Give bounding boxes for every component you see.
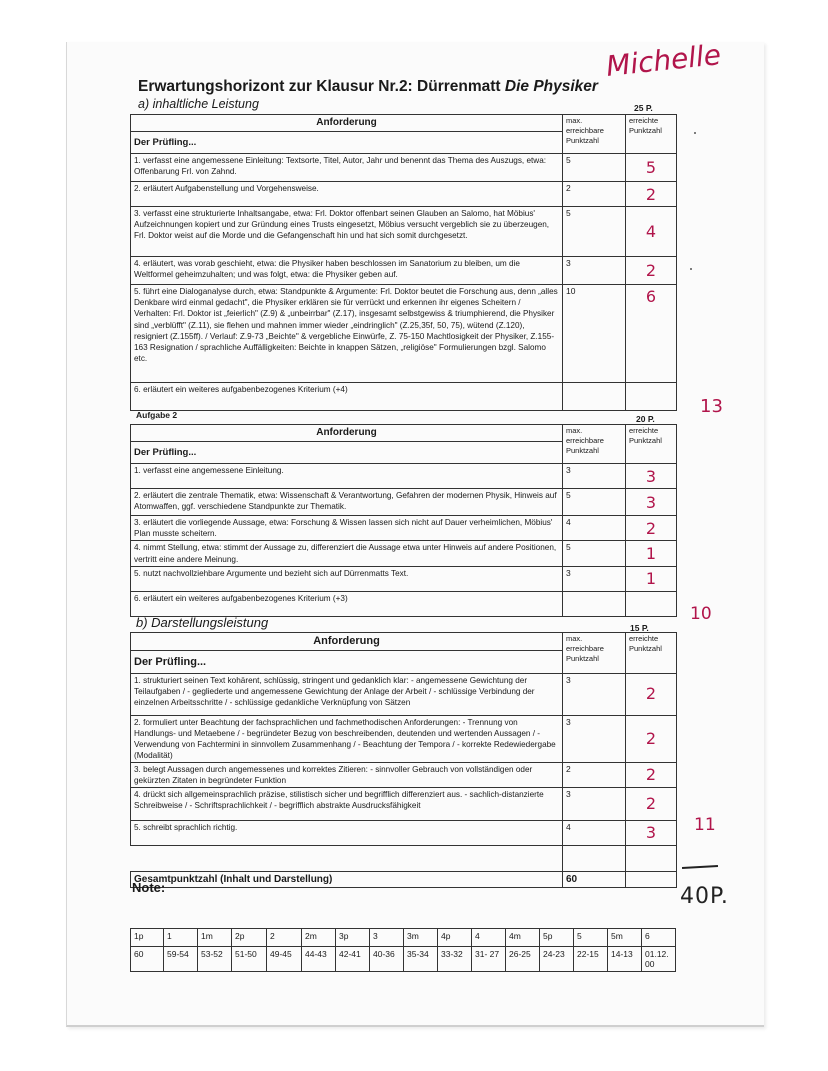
- achieved-points: 3: [626, 464, 677, 489]
- subtotal-task2: 10: [690, 604, 712, 624]
- max-points: 4: [563, 821, 626, 846]
- table-row: [131, 566, 677, 591]
- grade-cell: 1: [164, 929, 198, 947]
- range-cell: 22-15: [574, 947, 608, 972]
- page-title: [138, 78, 598, 96]
- grade-cell: 4: [472, 929, 506, 947]
- grade-cell: 3m: [404, 929, 438, 947]
- achieved-points: 3: [626, 489, 677, 516]
- col-erreicht: erreichte Punktzahl: [626, 425, 677, 464]
- section-b-label: b) Darstellungsleistung: [136, 615, 269, 630]
- criterion-text: 5. nutzt nachvollziehbare Argumente und bezieht sich auf Dürrenmatts Text.: [131, 566, 563, 591]
- grade-cell: 2p: [232, 929, 267, 947]
- range-cell: 51-50: [232, 947, 267, 972]
- achieved-points: 2: [626, 788, 677, 821]
- task2-label: Aufgabe 2: [136, 410, 178, 420]
- grade-cell: 6: [642, 929, 676, 947]
- range-cell: 14-13: [608, 947, 642, 972]
- col-pruefling: Der Prüfling...: [134, 136, 197, 148]
- achieved-points: 2: [626, 715, 677, 762]
- criterion-text: 1. verfasst eine angemessene Einleitung.: [131, 464, 563, 489]
- col-anforderung: Anforderung: [131, 633, 562, 651]
- max-points: 4: [563, 516, 626, 541]
- handwritten-total: 40P.: [680, 884, 729, 909]
- max-points: 3: [563, 566, 626, 591]
- achieved-points: 5: [626, 154, 677, 182]
- grade-row: [131, 929, 676, 947]
- max-points: 10: [563, 285, 626, 383]
- achieved-points: 2: [626, 762, 677, 787]
- criterion-text: 4. drückt sich allgemeinsprachlich präzise, stilistisch sicher und begrifflich differenziert aus. - sachlich-distanzierte Schreibweise / - Schriftsprachlichkeit / - begrifflich abstrakte Ausdrucksfähigkeit: [131, 788, 563, 821]
- grade-cell: 1m: [198, 929, 232, 947]
- task1-header: [131, 115, 677, 154]
- range-row: [131, 947, 676, 972]
- criterion-text: 4. erläutert, was vorab geschieht, etwa: die Physiker haben beschlossen im Sanatorium zu bleiben, um die Weltformel geheimzuhalten; und was folgt, etwa: die Physiker geben auf.: [131, 257, 563, 285]
- max-points: 5: [563, 541, 626, 566]
- section-b-table: [130, 632, 677, 888]
- criterion-text: 6. erläutert ein weiteres aufgabenbezogenes Kriterium (+4): [131, 383, 563, 411]
- col-erreicht: erreichte Punktzahl: [626, 115, 677, 154]
- col-erreicht: erreichte Punktzahl: [626, 633, 677, 674]
- range-cell: 33-32: [438, 947, 472, 972]
- criterion-text: 5. führt eine Dialoganalyse durch, etwa: Standpunkte & Argumente: Frl. Doktor beutet die Forschung aus, denn „alles Denkbare wird einmal gedacht", die Physiker erklären sie für verrückt und erkennen ihr eigenes Scheitern / Verhalten: Frl. Doktor ist „feierlich" (Z.9) & „unbeirrbar" (Z.17), insgesamt selbstgewiss & triumphierend, die Physiker sind „verblüfft" (Z.11), sie flehen und mahnen immer wieder „eindringlich" (Z.25,35f, 50, 75), wütend (Z.120), resigniert (Z.155ff). / Verlauf: Z.9-73 „Beichte" & vergebliche Einwürfe, Z. 75-150 Machtlosigkeit der Physiker, Z.155-163 Resignation / sprachliche Auffälligkeiten: Beichte in knappen Sätzen, „religiöse" Formulierungen bzgl. Salomo etc.: [131, 285, 563, 383]
- col-anforderung: Anforderung: [131, 425, 562, 442]
- grade-cell: 3p: [336, 929, 370, 947]
- achieved-points: 2: [626, 182, 677, 207]
- achieved-points: 4: [626, 207, 677, 257]
- table-row: [131, 845, 677, 871]
- grade-cell: 1p: [131, 929, 164, 947]
- range-cell: 60: [131, 947, 164, 972]
- criterion-text: 1. verfasst eine angemessene Einleitung: Textsorte, Titel, Autor, Jahr und benennt das Thema des Auszugs, etwa: Offenbarung Frl. von Zahnd.: [131, 154, 563, 182]
- grade-cell: 3: [370, 929, 404, 947]
- total-max: 60: [563, 871, 626, 888]
- grade-cell: 5: [574, 929, 608, 947]
- margin-dot: [694, 132, 696, 134]
- max-points: 5: [563, 207, 626, 257]
- table-row: [131, 788, 677, 821]
- total-label: Gesamtpunktzahl (Inhalt und Darstellung): [131, 871, 563, 888]
- range-cell: 40-36: [370, 947, 404, 972]
- note-label: Note:: [132, 880, 166, 895]
- student-name: Michelle: [604, 38, 723, 83]
- table-row: [131, 489, 677, 516]
- criterion-text: 3. erläutert die vorliegende Aussage, etwa: Forschung & Wissen lassen sich nicht auf Dauer verheimlichen, Möbius' Plan musste scheitern.: [131, 516, 563, 541]
- table-row: [131, 182, 677, 207]
- max-points: 3: [563, 257, 626, 285]
- max-points: 3: [563, 715, 626, 762]
- task2-header: [131, 425, 677, 464]
- task2-points: 20 P.: [636, 414, 655, 424]
- grade-cell: 2m: [302, 929, 336, 947]
- col-max: max. erreichbare Punktzahl: [563, 633, 626, 674]
- criterion-text: 4. nimmt Stellung, etwa: stimmt der Aussage zu, differenziert die Aussage etwa unter Hinweis auf andere Positionen, vertritt eine andere Meinung.: [131, 541, 563, 566]
- range-cell: 49-45: [267, 947, 302, 972]
- range-cell: 31- 27: [472, 947, 506, 972]
- range-cell: 01.12. 00: [642, 947, 676, 972]
- achieved-points: 1: [626, 566, 677, 591]
- criterion-text: 3. belegt Aussagen durch angemessenes und korrektes Zitieren: - sinnvoller Gebrauch von vollständigen oder gekürzten Zitaten in begründeter Funktion: [131, 762, 563, 787]
- max-points: [563, 383, 626, 411]
- table-row: [131, 154, 677, 182]
- section-b-header: [131, 633, 677, 674]
- achieved-points: 2: [626, 257, 677, 285]
- achieved-points: 3: [626, 821, 677, 846]
- max-points: 5: [563, 154, 626, 182]
- table-row: [131, 257, 677, 285]
- range-cell: 26-25: [506, 947, 540, 972]
- table-row: [131, 383, 677, 411]
- title-prefix: Erwartungshorizont zur Klausur Nr.2: Dürrenmatt: [138, 78, 505, 95]
- max-points: 5: [563, 489, 626, 516]
- max-points: 2: [563, 182, 626, 207]
- title-work: Die Physiker: [504, 78, 598, 95]
- table-row: [131, 207, 677, 257]
- criterion-text: 6. erläutert ein weiteres aufgabenbezogenes Kriterium (+3): [131, 591, 563, 616]
- table-row: [131, 541, 677, 566]
- total-row: [131, 871, 677, 888]
- section-a-label: a) inhaltliche Leistung: [138, 97, 259, 111]
- max-points: 3: [563, 673, 626, 715]
- range-cell: 53-52: [198, 947, 232, 972]
- criterion-text: 2. formuliert unter Beachtung der fachsprachlichen und fachmethodischen Anforderungen: - Trennung von Handlungs- und Metaebene / - begründeter Bezug von beschreibenden, deutenden und wertenden Aussagen / - Verwendung von Fachtermini in sinnvollem Zusammenhang / - Beachtung der Tempora / - korrekte Redewiedergabe (Modalität): [131, 715, 563, 762]
- achieved-points: 2: [626, 673, 677, 715]
- range-cell: 42-41: [336, 947, 370, 972]
- task2-table: [130, 424, 677, 617]
- criterion-text: 3. verfasst eine strukturierte Inhaltsangabe, etwa: Frl. Doktor offenbart seinen Glauben an Salomo, hat Möbius' Aufzeichnungen kopiert und zur Gründung eines Trusts eingesetzt, Möbius versucht vergeblich sie zu überzeugen, Frl. Doktor weist auf die Morde und die Gefangenschaft hin und hat sich somit durchgesetzt.: [131, 207, 563, 257]
- achieved-points: 6: [626, 285, 677, 383]
- max-points: [563, 591, 626, 616]
- grade-table: [130, 928, 676, 972]
- section-b-points: 15 P.: [630, 623, 649, 633]
- task1-table: [130, 114, 677, 411]
- table-row: [131, 715, 677, 762]
- col-anforderung: Anforderung: [131, 115, 562, 132]
- achieved-points: 2: [626, 516, 677, 541]
- grade-cell: 4p: [438, 929, 472, 947]
- achieved-points: [626, 383, 677, 411]
- grade-cell: 4m: [506, 929, 540, 947]
- range-cell: 59-54: [164, 947, 198, 972]
- subtotal-section-b: 11: [694, 815, 716, 835]
- section-a-points: 25 P.: [634, 103, 653, 113]
- table-row: [131, 516, 677, 541]
- max-points: 3: [563, 788, 626, 821]
- table-row: [131, 591, 677, 616]
- subtotal-task1: 13: [700, 396, 723, 417]
- grade-cell: 5m: [608, 929, 642, 947]
- range-cell: 24-23: [540, 947, 574, 972]
- table-row: [131, 673, 677, 715]
- table-row: [131, 821, 677, 846]
- max-points: 3: [563, 464, 626, 489]
- range-cell: 44-43: [302, 947, 336, 972]
- max-points: 2: [563, 762, 626, 787]
- range-cell: 35-34: [404, 947, 438, 972]
- col-max: max. erreichbare Punktzahl: [563, 115, 626, 154]
- col-max: max. erreichbare Punktzahl: [563, 425, 626, 464]
- table-row: [131, 762, 677, 787]
- grade-cell: 2: [267, 929, 302, 947]
- achieved-points: 1: [626, 541, 677, 566]
- margin-dot: [690, 268, 692, 270]
- col-pruefling: Der Prüfling...: [134, 446, 197, 458]
- criterion-text: 2. erläutert die zentrale Thematik, etwa: Wissenschaft & Verantwortung, Gefahren der modernen Physik, Hinweis auf Atomwaffen, ggf. verschiedene Standpunkte zur Thematik.: [131, 489, 563, 516]
- table-row: [131, 464, 677, 489]
- criterion-text: 5. schreibt sprachlich richtig.: [131, 821, 563, 846]
- col-pruefling: Der Prüfling...: [134, 655, 207, 668]
- achieved-points: [626, 591, 677, 616]
- criterion-text: 1. strukturiert seinen Text kohärent, schlüssig, stringent und gedanklich klar: - angemessene Gewichtung der Teilaufgaben / - gegliederte und angemessene Gewichtung der Anlage der Arbeit / - schlüssige Verbindung der einzelnen Arbeitsschritte / - schlüssige gedankliche Verknüpfung von Sätzen: [131, 673, 563, 715]
- grade-cell: 5p: [540, 929, 574, 947]
- total-score: [626, 871, 677, 888]
- criterion-text: 2. erläutert Aufgabenstellung und Vorgehensweise.: [131, 182, 563, 207]
- table-row: [131, 285, 677, 383]
